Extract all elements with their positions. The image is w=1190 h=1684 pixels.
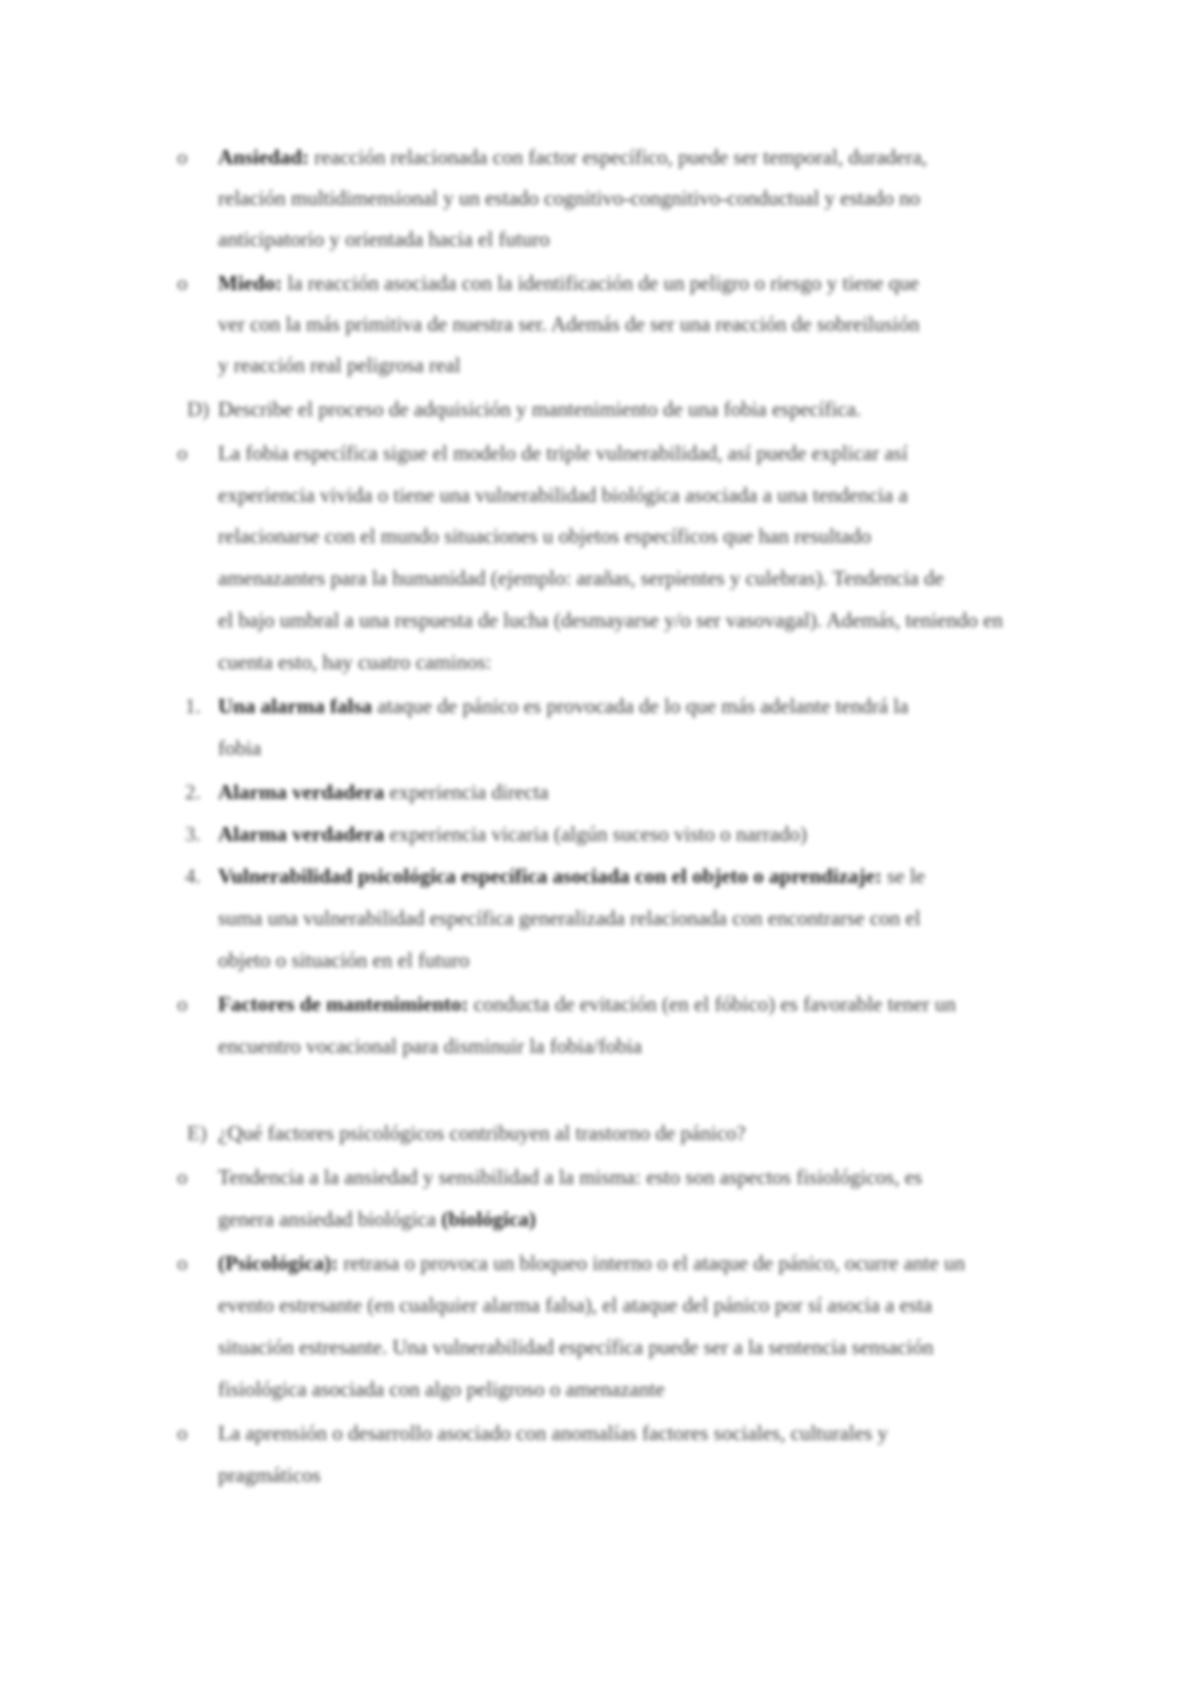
text-line: fobia xyxy=(218,736,262,760)
bold-term: (biológica) xyxy=(441,1207,536,1231)
list-marker: o xyxy=(177,441,188,465)
bold-term: Factores de mantenimiento: xyxy=(218,992,469,1016)
text-line: conducta de evitación (en el fóbico) es favorable tener un xyxy=(473,992,956,1016)
text-line: la reacción asociada con la identificación de un peligro o riesgo y tiene que xyxy=(287,271,919,295)
numbered-item-text xyxy=(218,861,925,891)
list-marker: o xyxy=(177,145,188,169)
list-item-text xyxy=(218,989,956,1019)
section-marker: D) xyxy=(187,397,210,421)
text-line: experiencia vivida o tiene una vulnerabilidad biológica asociada a una tendencia a xyxy=(218,483,908,507)
text-line: La aprensión o desarrollo asociado con anomalías factores sociales, culturales y xyxy=(218,1421,889,1445)
text-line: situación estresante. Una vulnerabilidad específica puede ser a la sentencia sensación xyxy=(218,1335,934,1359)
numbered-item-text xyxy=(218,819,807,849)
list-marker: o xyxy=(177,992,188,1016)
bold-term: Vulnerabilidad psicológica específica asociada con el objeto o aprendizaje: xyxy=(218,864,882,888)
section-heading: ¿Qué factores psicológicos contribuyen al trastorno de pánico? xyxy=(218,1121,746,1145)
text-line: anticipatorio y orientada hacia el futuro xyxy=(218,227,550,251)
bold-term: Ansiedad: xyxy=(218,145,310,169)
section-marker: E) xyxy=(187,1121,207,1145)
list-marker: o xyxy=(177,1165,188,1189)
text-line: se le xyxy=(887,864,925,888)
text-line: La fobia específica sigue el modelo de triple vulnerabilidad, así puede explicar así xyxy=(218,441,908,465)
bold-term: Alarma verdadera xyxy=(218,822,385,846)
bold-term: Alarma verdadera xyxy=(218,780,385,804)
list-number: 1. xyxy=(185,694,201,718)
text-line: relacionarse con el mundo situaciones u objetos específicos que han resultado xyxy=(218,524,872,548)
text-line: suma una vulnerabilidad específica generalizada relacionada con encontrarse con el xyxy=(218,906,921,930)
text-line: pragmáticos xyxy=(218,1463,321,1487)
numbered-item-text xyxy=(218,691,908,721)
list-item-text xyxy=(218,142,927,172)
text-line: genera ansiedad biológica xyxy=(218,1207,437,1231)
list-number: 4. xyxy=(185,864,201,888)
text-line: encuentro vocacional para disminuir la fobia/fobia xyxy=(218,1034,642,1058)
text-line: experiencia vicaria (algún suceso visto o narrado) xyxy=(389,822,807,846)
text-line: experiencia directa xyxy=(389,780,549,804)
list-item-text xyxy=(218,1248,965,1278)
text-line: Tendencia a la ansiedad y sensibilidad a la misma: esto son aspectos fisiológicos, es xyxy=(218,1165,923,1189)
text-line: reacción relacionada con factor específico, puede ser temporal, duradera, xyxy=(314,145,928,169)
text-line: relación multidimensional y un estado cognitivo-congnitivo-conductual y estado no xyxy=(218,186,921,210)
text-line: evento estresante (en cualquier alarma falsa), el ataque del pánico por sí asocia a esta xyxy=(218,1293,933,1317)
list-number: 3. xyxy=(185,822,201,846)
text-line: fisiológica asociada con algo peligroso o amenazante xyxy=(218,1377,665,1401)
list-item-text xyxy=(218,268,919,298)
text-line: amenazantes para la humanidad (ejemplo: arañas, serpientes y culebras). Tendencia de xyxy=(218,566,944,590)
text-line: el bajo umbral a una respuesta de lucha (desmayarse y/o ser vasovagal). Además, teniendo en xyxy=(218,608,1003,632)
bold-term: Una alarma falsa xyxy=(218,694,372,718)
text-line: ver con la más primitiva de nuestra ser. Además de ser una reacción de sobreilusión xyxy=(218,312,920,336)
bold-term: Miedo: xyxy=(218,271,283,295)
section-heading: Describe el proceso de adquisición y mantenimiento de una fobia específica. xyxy=(218,397,862,421)
text-line: objeto o situación en el futuro xyxy=(218,948,470,972)
text-line: cuenta esto, hay cuatro caminos: xyxy=(218,650,492,674)
list-marker: o xyxy=(177,271,188,295)
bold-term: (Psicológica): xyxy=(218,1251,339,1275)
numbered-item-text xyxy=(218,777,549,807)
list-item-text xyxy=(218,1204,536,1234)
list-number: 2. xyxy=(185,780,201,804)
list-marker: o xyxy=(177,1421,188,1445)
text-line: retrasa o provoca un bloqueo interno o el ataque de pánico, ocurre ante un xyxy=(343,1251,965,1275)
text-line: y reacción real peligrosa real xyxy=(218,353,461,377)
list-marker: o xyxy=(177,1251,188,1275)
text-line: ataque de pánico es provocada de lo que más adelante tendrá la xyxy=(377,694,909,718)
